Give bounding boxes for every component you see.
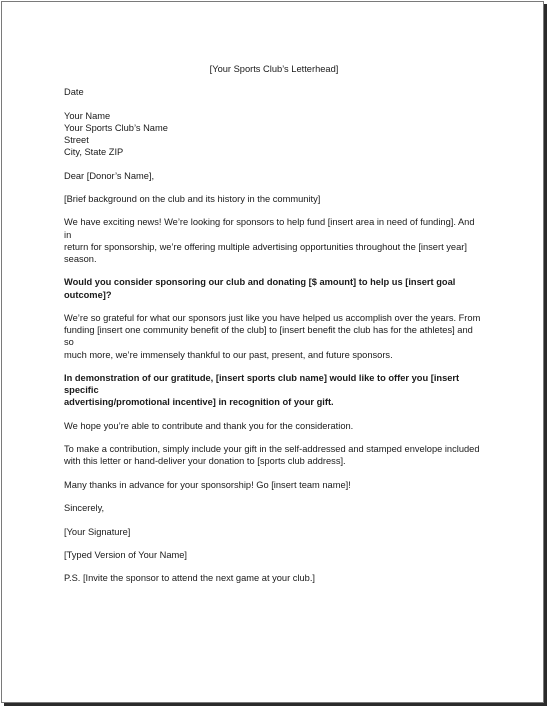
paragraph-line: We have exciting news! We’re looking for sponsors to help fund [insert area in need of funding]. And in — [64, 217, 475, 240]
grateful-paragraph — [64, 312, 484, 361]
letter-page — [1, 1, 544, 703]
postscript: P.S. [Invite the sponsor to attend the next game at your club.] — [64, 573, 315, 584]
sender-street: Street — [64, 135, 89, 145]
sender-name: Your Name — [64, 110, 111, 121]
sender-address — [64, 110, 484, 159]
sender-city: City, State ZIP — [64, 147, 124, 158]
signature: [Your Signature] — [64, 526, 131, 537]
sender-club: Your Sports Club’s Name — [64, 122, 168, 133]
paragraph-line: To make a contribution, simply include your gift in the self-addressed and stamped envelope included — [64, 444, 480, 455]
paragraph-line: funding [insert one community benefit of the club] to [insert benefit the club has for the athletes] and so — [64, 325, 473, 348]
letterhead: [Your Sports Club’s Letterhead] — [209, 64, 339, 74]
closing: Sincerely, — [64, 503, 105, 514]
paragraph-line: return for sponsorship, we’re offering multiple advertising opportunities throughout the [insert year] — [64, 241, 467, 252]
gratitude-paragraph — [64, 372, 484, 409]
salutation: Dear [Donor’s Name], — [64, 170, 155, 181]
contribute-paragraph — [64, 443, 484, 467]
paragraph-line: In demonstration of our gratitude, [insert sports club name] would like to offer you [insert specific — [64, 372, 460, 396]
paragraph-line: We’re so grateful for what our sponsors just like you have helped us accomplish over the years. From — [64, 312, 481, 323]
paragraph-line: much more, we’re immensely thankful to our past, present, and future sponsors. — [64, 349, 393, 360]
typed-name: [Typed Version of Your Name] — [64, 549, 188, 560]
news-paragraph — [64, 216, 484, 265]
thanks-paragraph: Many thanks in advance for your sponsorship! Go [insert team name]! — [64, 479, 351, 490]
hope-paragraph: We hope you’re able to contribute and thank you for the consideration. — [64, 420, 354, 431]
letter-body — [64, 63, 484, 596]
date: Date — [64, 87, 84, 98]
question-paragraph: Would you consider sponsoring our club and donating [$ amount] to help us [insert goal outcome]? — [64, 277, 456, 300]
paragraph-line: season. — [64, 253, 97, 264]
paragraph-line: with this letter or hand-deliver your donation to [sports club address]. — [64, 456, 346, 467]
background-paragraph: [Brief background on the club and its history in the community] — [64, 193, 321, 204]
paragraph-line: advertising/promotional incentive] in recognition of your gift. — [64, 397, 334, 408]
